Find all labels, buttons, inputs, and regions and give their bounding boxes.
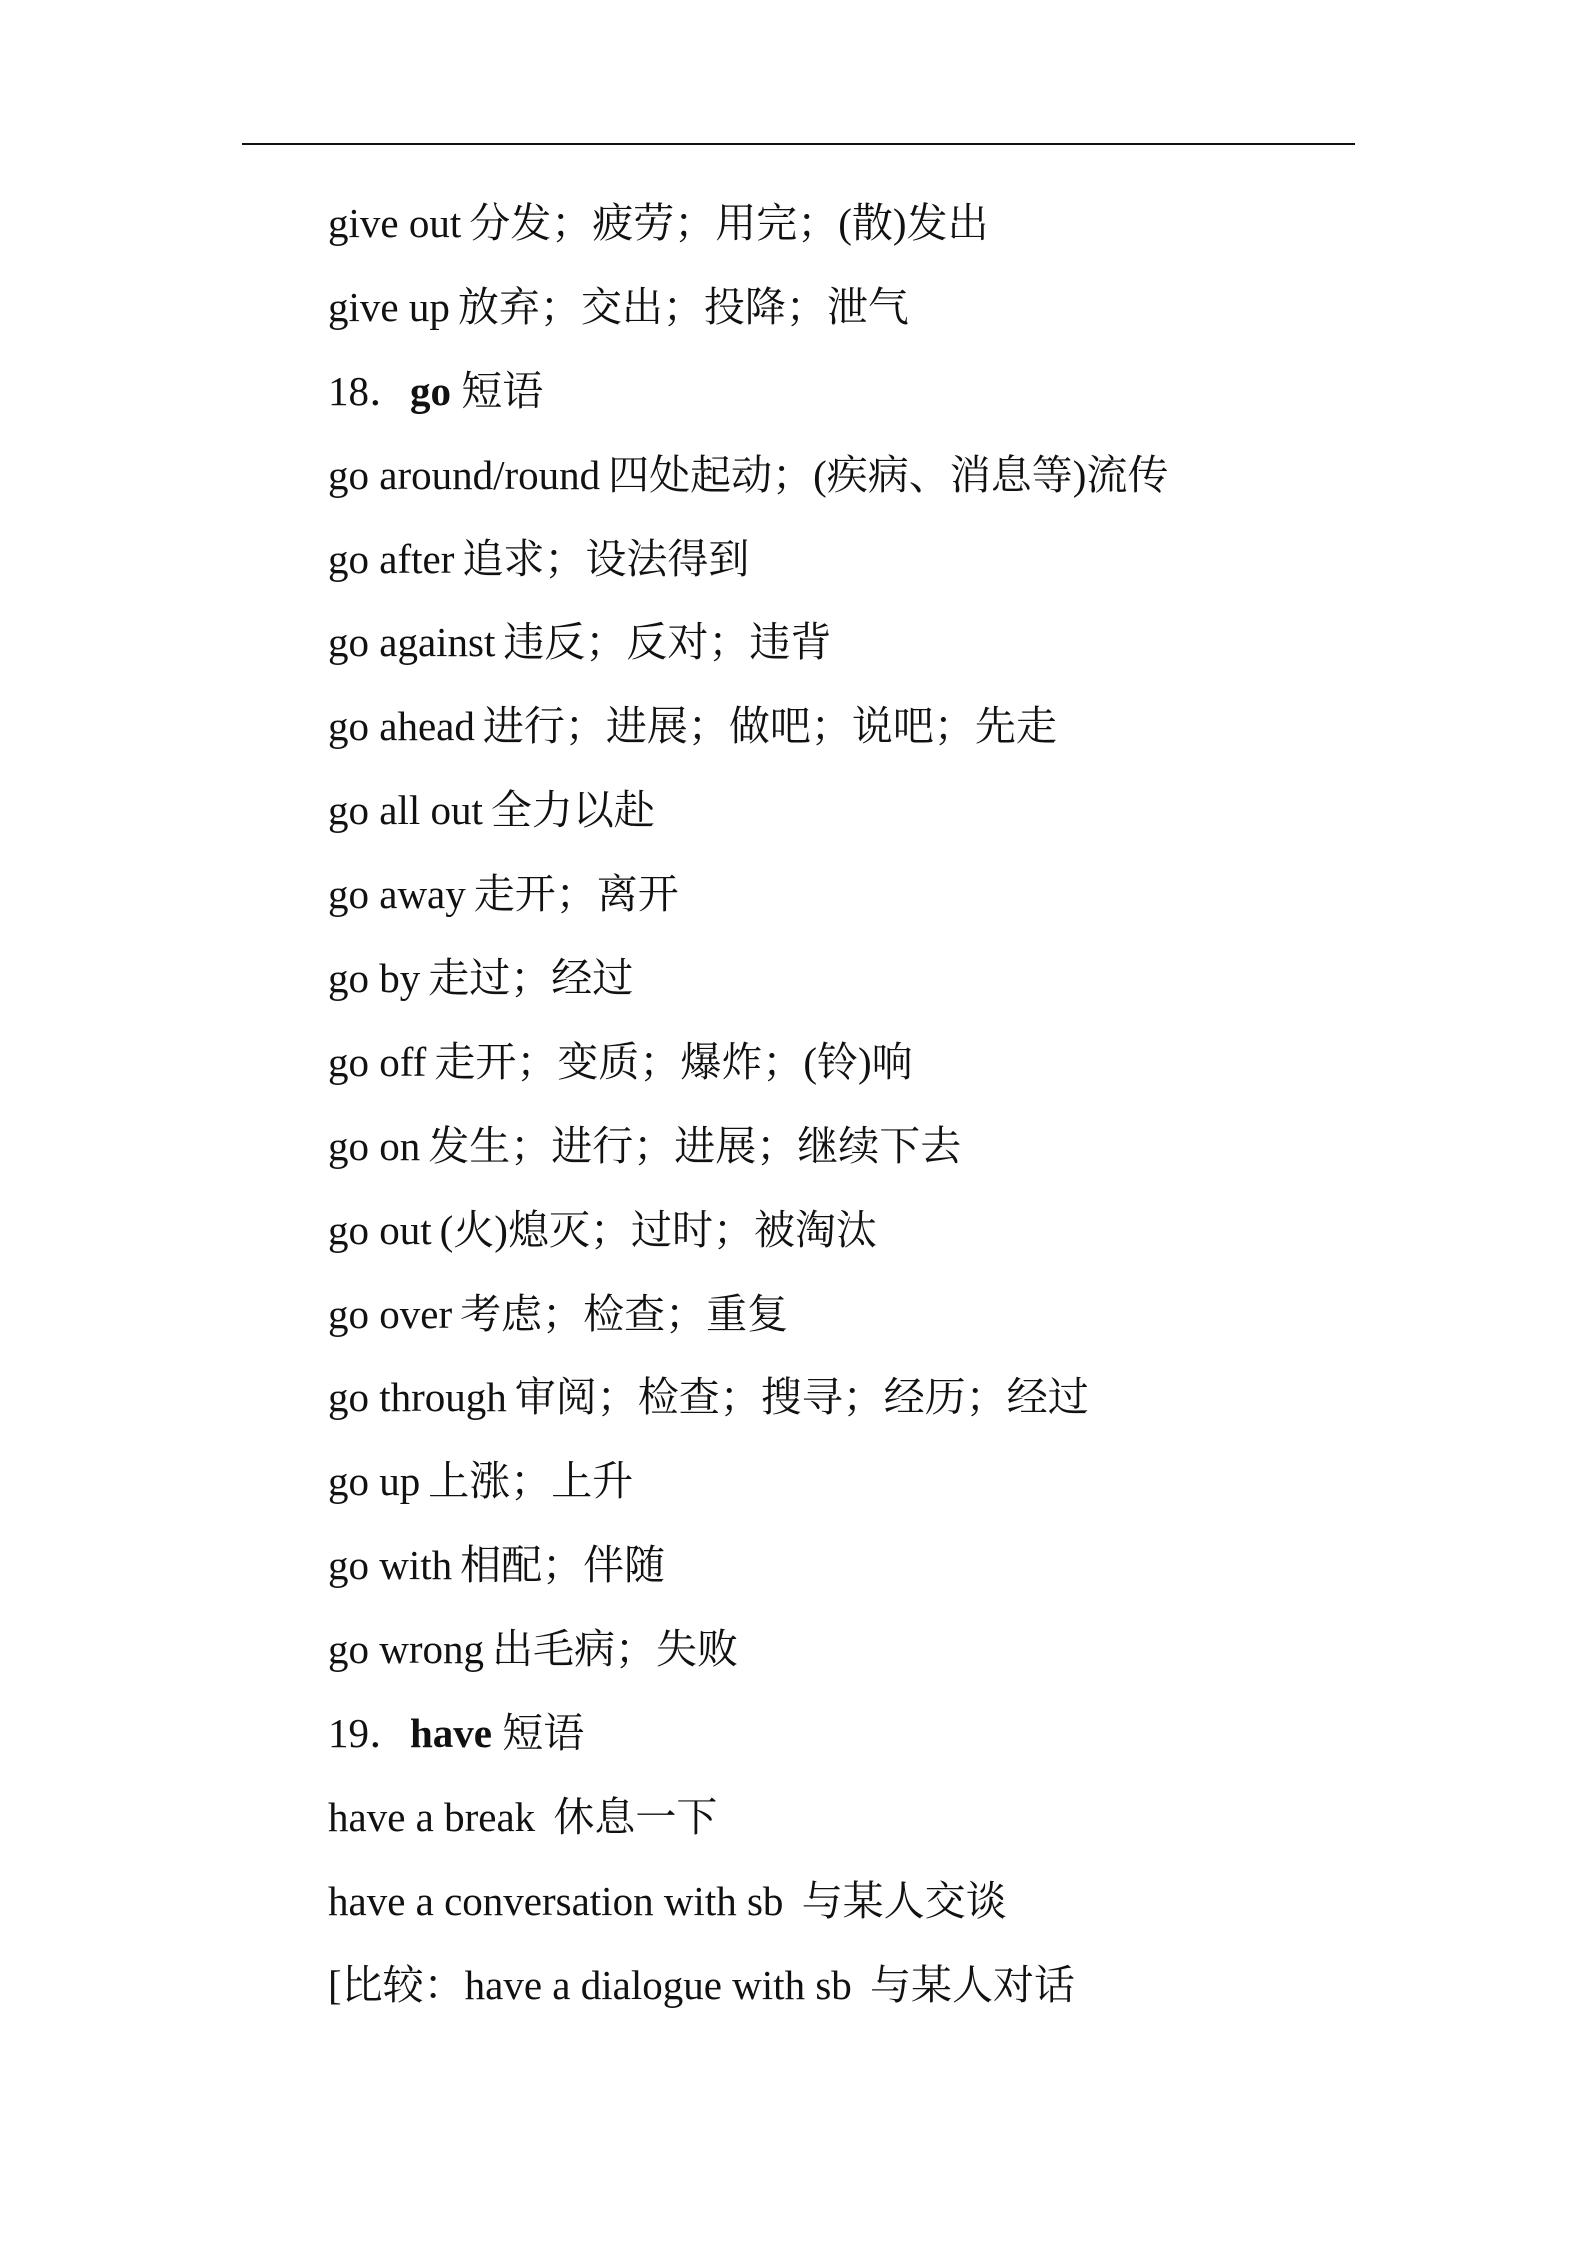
section-label: 短语: [451, 367, 544, 414]
section-heading: [328, 1704, 1478, 1788]
phrase-english: have a break: [328, 1793, 536, 1840]
phrase-english: go out: [328, 1206, 432, 1253]
phrase-english: go all out: [328, 787, 483, 834]
phrase-english: give up: [328, 283, 450, 330]
phrase-entry: [328, 194, 1478, 278]
section-label: 短语: [492, 1710, 585, 1757]
phrase-entry: [328, 613, 1478, 697]
phrase-chinese: 考虑；检查；重复: [460, 1290, 789, 1337]
phrase-english: go off: [328, 1038, 427, 1085]
phrase-english: have a conversation with sb: [328, 1877, 784, 1924]
phrase-chinese: 进行；进展；做吧；说吧；先走: [482, 703, 1057, 750]
phrase-entry: [328, 949, 1478, 1033]
phrase-entry: [328, 697, 1478, 781]
phrase-entry: [328, 278, 1478, 362]
phrase-chinese: 走过；经过: [428, 955, 634, 1002]
phrase-english: go up: [328, 1458, 421, 1505]
section-keyword: go: [410, 367, 451, 414]
phrase-chinese: 出毛病；失败: [492, 1626, 739, 1673]
phrase-english: give out: [328, 200, 462, 246]
phrase-chinese: 发生；进行；进展；继续下去: [428, 1122, 962, 1169]
phrase-english: go against: [328, 619, 496, 666]
section-number: 18．: [328, 367, 410, 414]
phrase-chinese: 分发；疲劳；用完；(散)发出: [469, 200, 989, 246]
phrase-chinese: 审阅；检查；搜寻；经历；经过: [514, 1374, 1089, 1421]
phrase-entry: [328, 446, 1478, 530]
phrase-entry: [328, 1788, 1478, 1872]
phrase-chinese: 全力以赴: [490, 787, 655, 834]
phrase-entry: [328, 530, 1478, 614]
phrase-entry: [328, 1117, 1478, 1201]
phrase-entry: [328, 1536, 1478, 1620]
phrase-entry: [328, 1033, 1478, 1117]
phrase-english: go ahead: [328, 703, 475, 750]
phrase-chinese: (火)熄灭；过时；被淘汰: [439, 1206, 877, 1253]
section-keyword: have: [410, 1710, 492, 1757]
phrase-entry: [328, 1956, 1478, 2040]
phrase-english: go after: [328, 535, 455, 582]
phrase-english: go by: [328, 955, 421, 1002]
section-heading: [328, 362, 1478, 446]
phrase-chinese: 走开；变质；爆炸；(铃)响: [434, 1038, 913, 1085]
phrase-english: go away: [328, 871, 466, 918]
phrase-chinese: 四处起动；(疾病、消息等)流传: [608, 451, 1169, 498]
phrase-chinese: 休息一下: [543, 1793, 718, 1840]
phrase-chinese: 违反；反对；违背: [503, 619, 832, 666]
section-number: 19．: [328, 1710, 410, 1757]
phrase-chinese: 走开；离开: [473, 871, 679, 918]
phrase-chinese: 相配；伴随: [460, 1542, 666, 1589]
phrase-chinese: 上涨；上升: [428, 1458, 634, 1505]
phrase-english: go with: [328, 1542, 453, 1589]
phrase-entry: [328, 1368, 1478, 1452]
phrase-english: [比较：have a dialogue with sb: [328, 1961, 852, 2008]
phrase-entry: [328, 865, 1478, 949]
phrase-entry: [328, 781, 1478, 865]
phrase-english: go around/round: [328, 451, 601, 498]
phrase-english: go through: [328, 1374, 507, 1421]
header-rule: [242, 143, 1355, 145]
phrase-entry: [328, 1201, 1478, 1285]
phrase-english: go on: [328, 1122, 421, 1169]
phrase-entry: [328, 1872, 1478, 1956]
phrase-chinese: 与某人对话: [859, 1961, 1076, 2008]
phrase-entry: [328, 1285, 1478, 1369]
phrase-entry: [328, 1620, 1478, 1704]
phrase-english: go over: [328, 1290, 453, 1337]
phrase-english: go wrong: [328, 1626, 485, 1673]
phrase-entry: [328, 1452, 1478, 1536]
phrase-chinese: 追求；设法得到: [462, 535, 750, 582]
phrase-chinese: 与某人交谈: [791, 1877, 1007, 1924]
phrase-chinese: 放弃；交出；投降；泄气: [457, 283, 909, 330]
phrase-list: [328, 194, 1478, 2040]
